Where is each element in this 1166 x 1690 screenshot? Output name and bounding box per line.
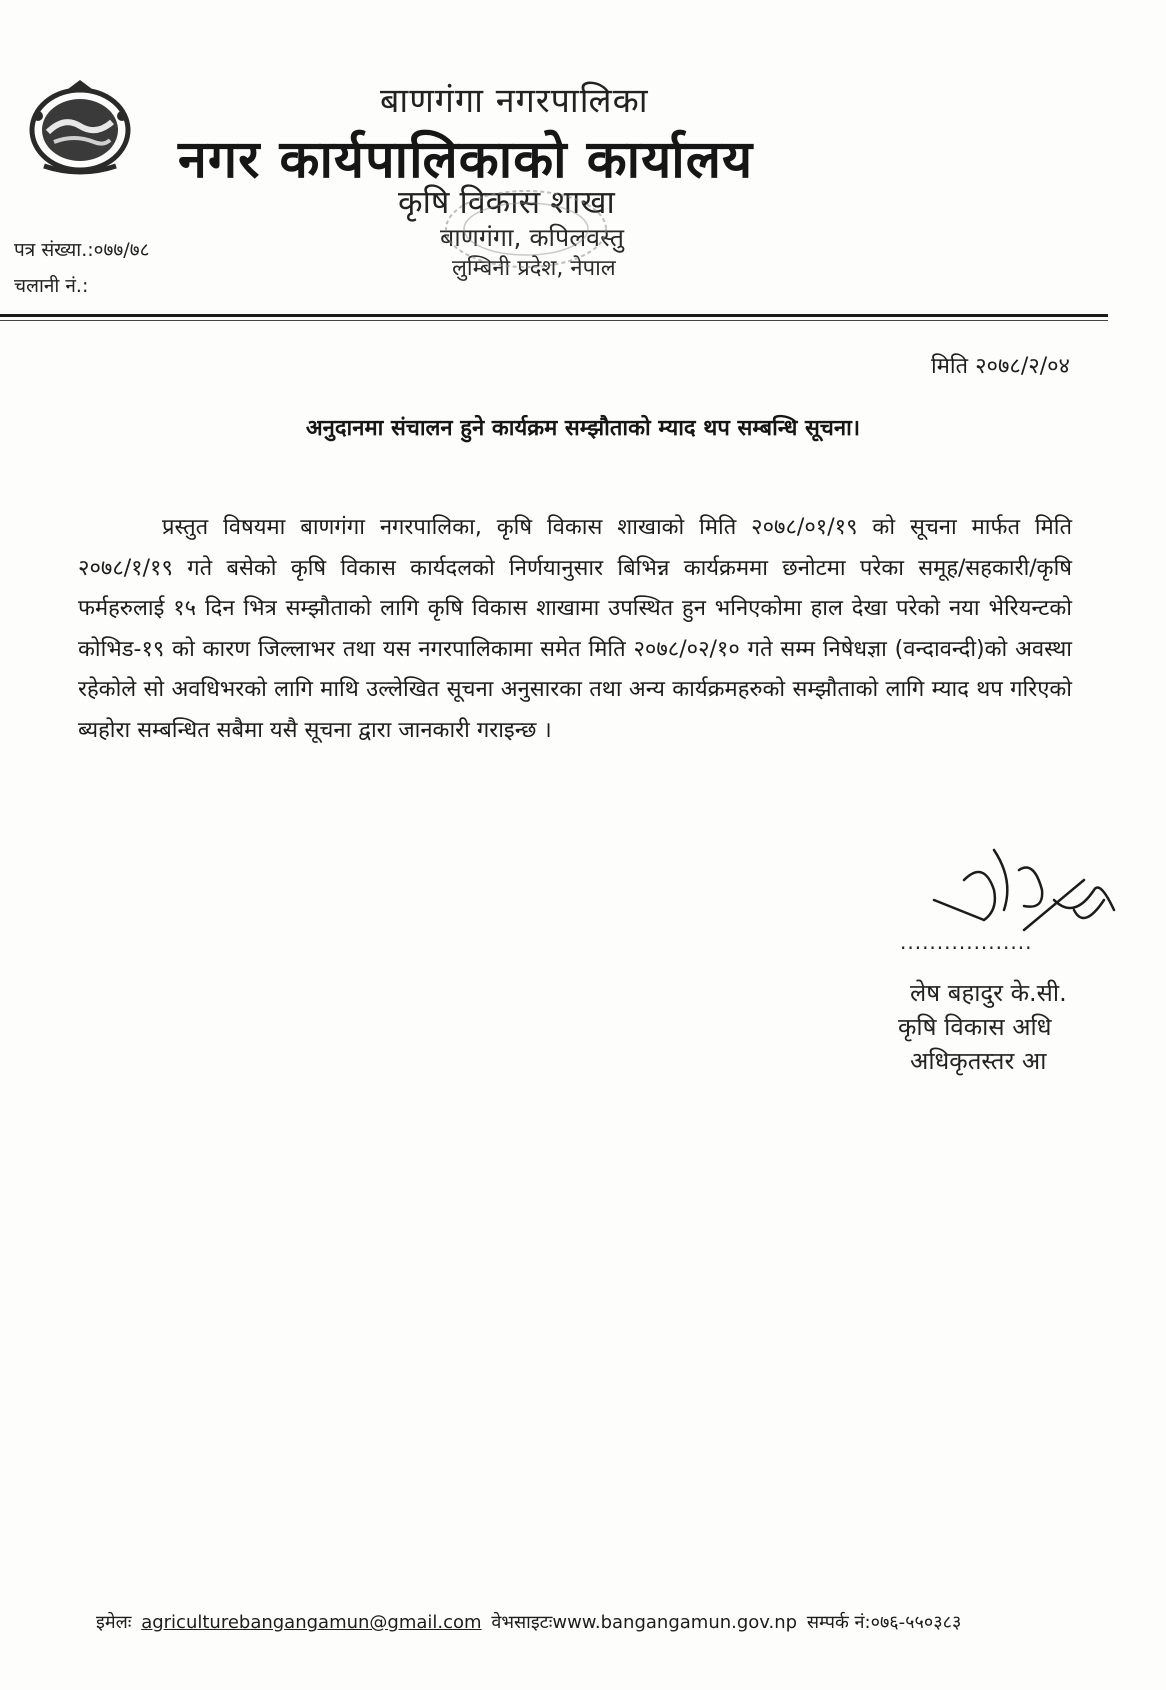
office-location: बाणगंगा, कपिलवस्तु [440,223,625,252]
letter-subject: अनुदानमा संचालन हुने कार्यक्रम सम्झौताको म्याद थप सम्बन्धि सूचना। [305,416,861,441]
signature-line: .................. [900,930,1033,954]
email-label: इमेलः [96,1612,132,1633]
signatory-name: लेष बहादुर के.सी. [910,979,1067,1007]
office-province: लुम्बिनी प्रदेश, नेपाल [452,256,616,281]
header-divider-thin [0,320,1108,321]
email-link[interactable]: agriculturebangangamun@gmail.com [141,1612,482,1633]
letter-number: पत्र संख्या.:०७७/७८ [14,239,150,261]
letter-date: मिति २०७८/२/०४ [931,354,1070,379]
dispatch-number: चलानी नं.: [14,275,89,297]
signatory-rank: अधिकृतस्तर आ [910,1047,1047,1075]
website-text: वेभसाइटःwww.bangangamun.gov.np [491,1612,798,1633]
office-stamp-icon [436,184,616,274]
signatory-title: कृषि विकास अधि [898,1013,1052,1041]
branch-name: कृषि विकास शाखा [398,183,615,221]
office-name: नगर कार्यपालिकाको कार्यालय [178,130,754,190]
header-divider [0,314,1108,317]
municipality-name: बाणगंगा नगरपालिका [380,81,649,121]
footer-contact [96,1610,965,1634]
letter-body: प्रस्तुत विषयमा बाणगंगा नगरपालिका, कृषि विकास शाखाको मिति २०७८/०१/१९ को सूचना मार्फत मिति २०७८/१/१९ गते बसेको कृषि विकास कार्यदलको निर्णयानुसार बिभिन्न कार्यक्रममा छनोटमा परेका समूह/सहकारी/कृषि फर्महरुलाई १५ दिन भित्र सम्झौताको लागि कृषि विकास शाखामा उपस्थित हुन भनिएकोमा हाल देखा परेको नया भेरियन्टको कोभिड-१९ को कारण जिल्लाभर तथा यस नगरपालिकामा समेत मिति २०७८/०२/१० गते सम्म निषेधज्ञा (वन्दावन्दी)को अवस्था रहेकोले सो अवधिभरको लागि माथि उल्लेखित सूचना अनुसारका तथा अन्य कार्यक्रमहरुको सम्झौताको लागि म्याद थप गरिएको ब्यहोरा सम्बन्धित सबैमा यसै सूचना द्वारा जानकारी गराइन्छ । [78,515,1072,743]
contact-number: सम्पर्क नं:०७६-५५०३८३ [806,1612,962,1633]
government-emblem-icon [24,76,136,176]
